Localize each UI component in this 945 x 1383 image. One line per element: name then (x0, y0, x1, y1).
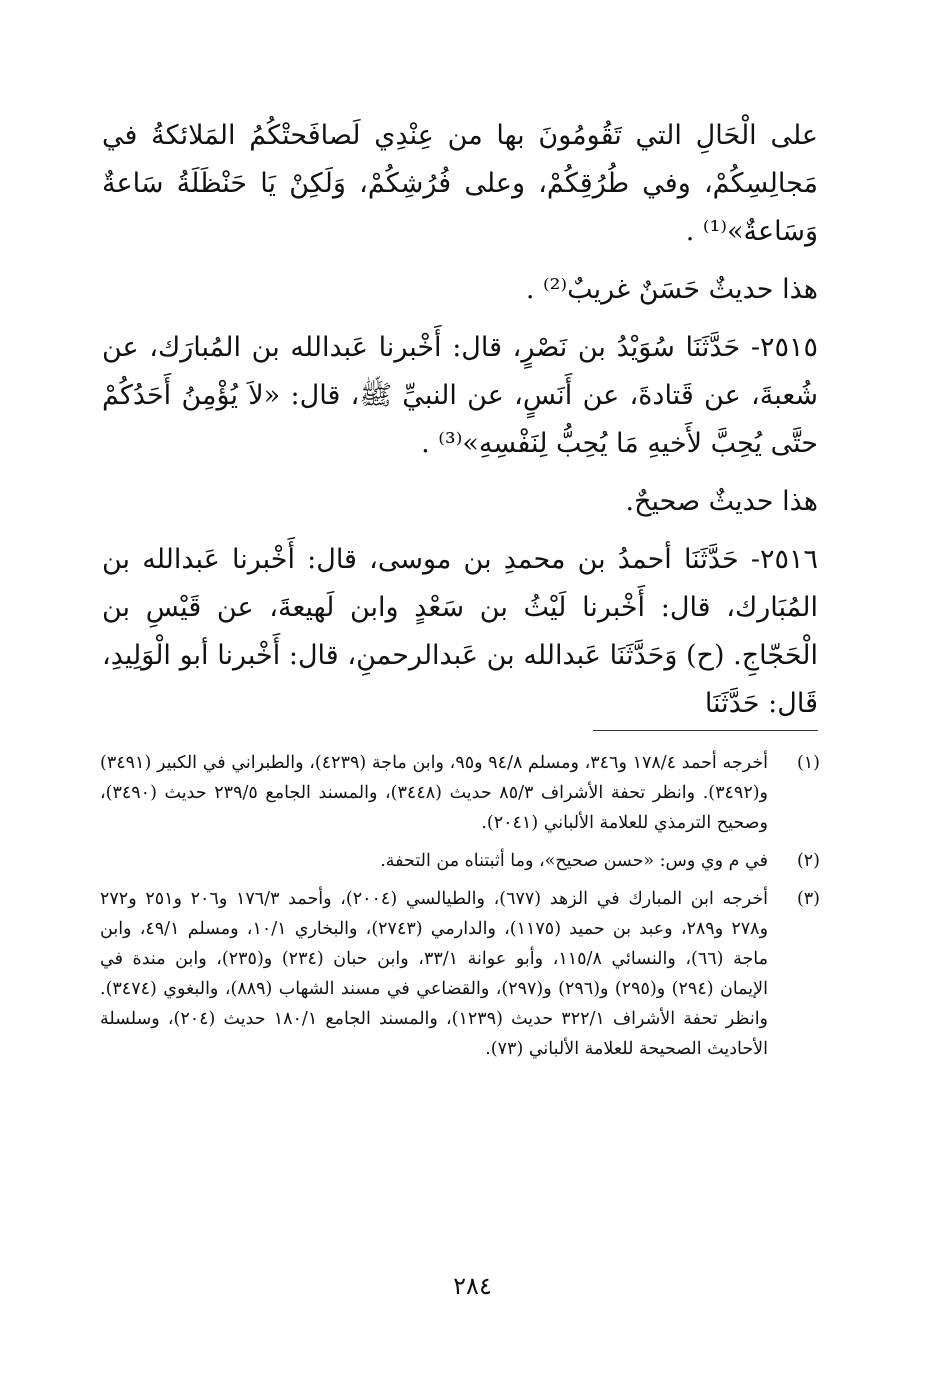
footnotes-list (100, 748, 820, 1072)
footnote-number: (٢) (796, 851, 820, 871)
main-text (102, 112, 818, 728)
footnote-text: أخرجه أحمد ١٧٨/٤ و٣٤٦، ومسلم ٩٤/٨ و٩٥، وابن ماجة (٤٢٣٩)، والطبراني في الكبير (٣٤٩١) و(٣٤٩٢). وانظر تحفة الأشراف ٨٥/٣ حديث (٣٤٤٨)، والمسند الجامع ٢٣٩/٥ حديث (٣٤٩٠)، وصحيح الترمذي للعلامة الألباني (٢٠٤١). (100, 753, 769, 833)
hadith-2515-paragraph: ٢٥١٥- حَدَّثَنَا سُوَيْدُ بن نَصْرٍ، قال: أَخْبرنا عَبدالله بن المُبارَك، عن شُعبةَ، عن قَتادةَ، عن أَنَسٍ، عن النبيِّ ﷺ، قال: «لاَ يُؤْمِنُ أَحَدُكُمْ حتَّى يُحِبَّ لأَخيهِ مَا يُحِبُّ لِنَفْسِهِ»⁽³⁾ . (102, 332, 818, 459)
footnote-item (100, 748, 820, 838)
footnote-item (100, 846, 820, 876)
hadith-continuation-paragraph: على الْحَالِ التي تَقُومُونَ بها من عِنْدِي لَصافَحتْكُمُ المَلائكةُ في مَجالِسِكُمْ، وفي طُرُقِكُمْ، وعلى فُرُشِكُمْ، وَلَكِنْ يَا حَنْظَلَةُ سَاعةٌ وَسَاعةٌ»⁽¹⁾ . (102, 120, 818, 247)
footnote-item (100, 884, 820, 1064)
footnote-number: (١) (796, 753, 820, 773)
page-number: ٢٨٤ (453, 1272, 492, 1300)
footnote-number: (٣) (796, 889, 820, 909)
footnote-text: أخرجه ابن المبارك في الزهد (٦٧٧)، والطيالسي (٢٠٠٤)، وأحمد ١٧٦/٣ و٢٠٦ و٢٥١ و٢٧٢ و٢٧٨ و٢٨٩، وعبد بن حميد (١١٧٥)، والدارمي (٢٧٤٣)، والبخاري ١٠/١، ومسلم ٤٩/١، وابن ماجة (٦٦)، والنسائي ١١٥/٨، وأبو عوانة ٣٣/١، وابن حبان (٢٣٤) و(٢٣٥)، وابن مندة في الإيمان (٢٩٤) و(٢٩٥) و(٢٩٦) و(٢٩٧)، والقضاعي في مسند الشهاب (٨٨٩)، والبغوي (٣٤٧٤). وانظر تحفة الأشراف ٣٢٢/١ حديث (١٢٣٩)، والمسند الجامع ١٨٠/١ حديث (٢٠٤)، وسلسلة الأحاديث الصحيحة للعلامة الألباني (٧٣). (100, 889, 769, 1059)
footnote-text: في م وي وس: «حسن صحيح»، وما أثبتناه من التحفة. (380, 851, 768, 871)
grading-statement: هذا حديثٌ صحيحٌ. (625, 486, 818, 517)
hadith-2516-paragraph: ٢٥١٦- حَدَّثَنَا أحمدُ بن محمدِ بن موسى، قال: أَخْبرنا عَبدالله بن المُبَارك، قال: أَخْبرنا لَيْثُ بن سَعْدٍ وابن لَهيعةَ، عن قَيْسِ بن الْحَجّاجِ. (ح) وَحَدَّثَنَا عَبدالله بن عَبدالرحمنِ، قال: أَخْبرنا أبو الْوَلِيدِ، قَال: حَدَّثَنَا (102, 544, 818, 719)
footnote-separator (593, 730, 818, 731)
grading-statement: هذا حديثٌ حَسَنٌ غريبٌ⁽²⁾ . (525, 274, 818, 305)
